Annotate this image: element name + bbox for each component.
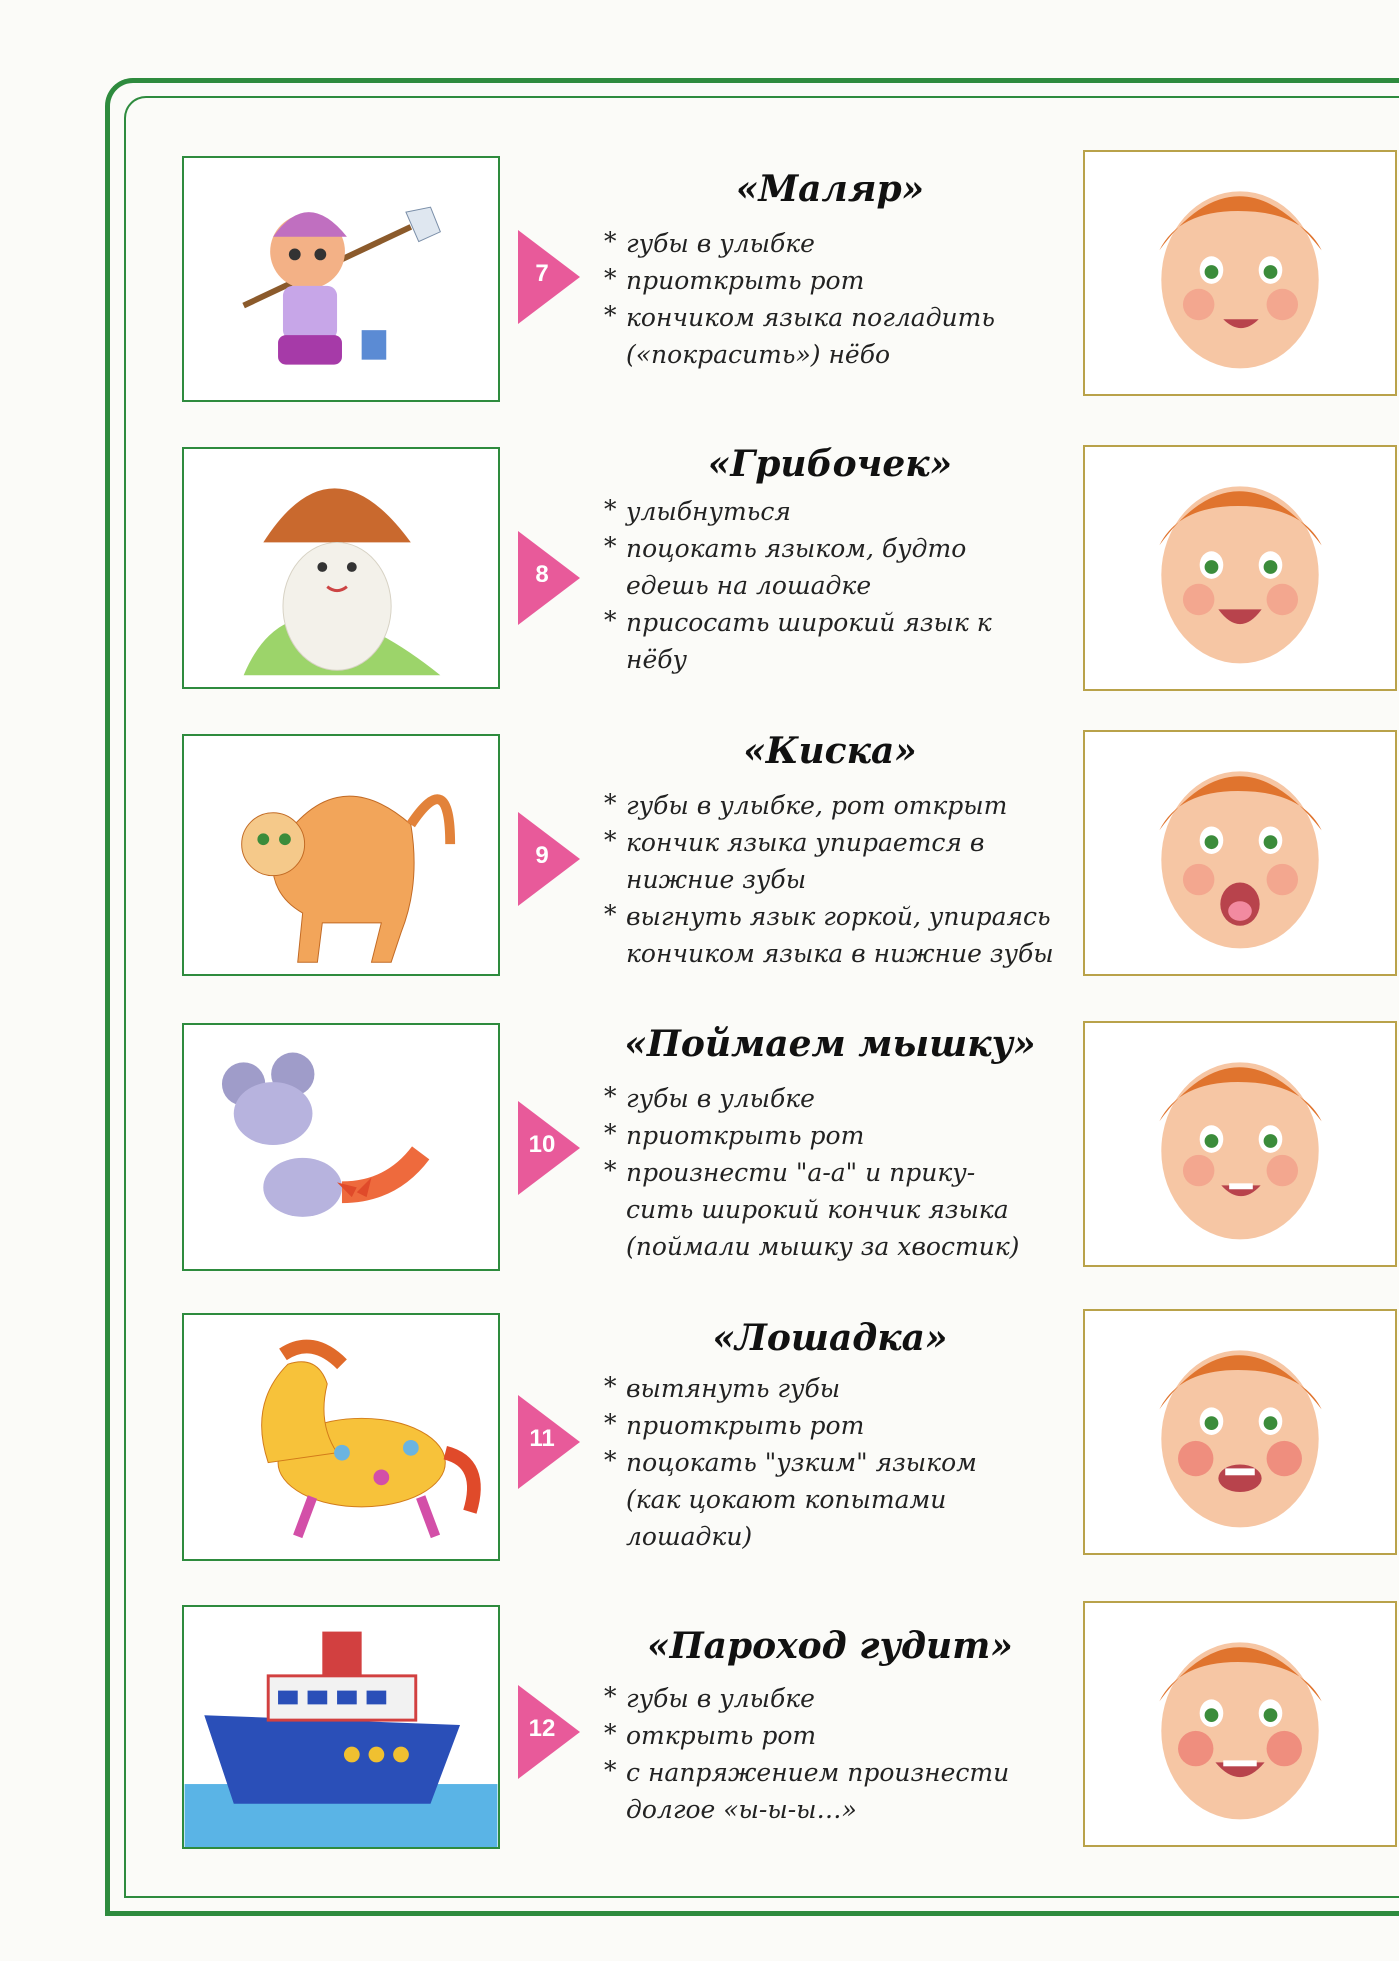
face-illustration bbox=[1083, 150, 1397, 396]
exercise-row bbox=[0, 1605, 1399, 1855]
exercise-title: «Киска» bbox=[743, 730, 917, 772]
step-item: (как цокают копытами bbox=[626, 1485, 947, 1514]
step-item: * поцокать языком, будто bbox=[600, 530, 1070, 567]
step-item: лошадки) bbox=[626, 1522, 753, 1551]
step-item: * вытянуть губы bbox=[600, 1370, 1070, 1407]
step-item: сить широкий кончик языка bbox=[626, 1195, 1009, 1224]
step-item: кончиком языка в нижние зубы bbox=[626, 939, 1054, 968]
step-item: нёбу bbox=[626, 645, 688, 674]
step-item: нижние зубы bbox=[626, 865, 807, 894]
exercise-row bbox=[0, 443, 1399, 693]
exercise-steps bbox=[600, 493, 1070, 678]
step-item: («покрасить») нёбо bbox=[626, 340, 891, 369]
exercise-number: 11 bbox=[529, 1425, 555, 1452]
step-item: * приоткрыть рот bbox=[600, 1117, 1070, 1154]
face-illustration bbox=[1083, 445, 1397, 691]
exercise-number: 10 bbox=[528, 1131, 556, 1158]
step-item: * поцокать "узким" языком bbox=[600, 1444, 1070, 1481]
exercise-number-badge bbox=[518, 1101, 580, 1195]
step-item: * открыть рот bbox=[600, 1717, 1070, 1754]
exercise-title: «Лошадка» bbox=[712, 1317, 948, 1359]
step-item: едешь на лошадке bbox=[626, 571, 872, 600]
step-item: * присосать широкий язык к bbox=[600, 604, 1070, 641]
face-illustration bbox=[1083, 1601, 1397, 1847]
step-item: * выгнуть язык горкой, упираясь bbox=[600, 898, 1070, 935]
exercise-number-badge bbox=[518, 230, 580, 324]
exercise-row bbox=[0, 150, 1399, 400]
exercise-title: «Грибочек» bbox=[707, 443, 953, 485]
face-illustration bbox=[1083, 1021, 1397, 1267]
exercise-number: 7 bbox=[535, 260, 549, 287]
exercise-steps bbox=[600, 1080, 1070, 1265]
exercise-number: 8 bbox=[535, 561, 549, 588]
exercise-number-badge bbox=[518, 1685, 580, 1779]
exercise-steps bbox=[600, 787, 1070, 972]
face-illustration bbox=[1083, 730, 1397, 976]
exercise-row bbox=[0, 1023, 1399, 1273]
exercise-number-badge bbox=[518, 812, 580, 906]
exercise-number-badge bbox=[518, 1395, 580, 1489]
step-item: * улыбнуться bbox=[600, 493, 1070, 530]
painter-boy-icon bbox=[182, 156, 500, 402]
exercise-title: «Поймаем мышку» bbox=[624, 1023, 1036, 1065]
step-item: * кончик языка упирается в bbox=[600, 824, 1070, 861]
exercise-number: 9 bbox=[535, 842, 549, 869]
exercise-number-badge bbox=[518, 531, 580, 625]
step-item: * с напряжением произнести bbox=[600, 1754, 1070, 1791]
exercise-row bbox=[0, 730, 1399, 980]
horse-icon bbox=[182, 1313, 500, 1561]
exercise-steps bbox=[600, 1680, 1070, 1828]
mouse-icon bbox=[182, 1023, 500, 1271]
step-item: * губы в улыбке, рот открыт bbox=[600, 787, 1070, 824]
step-item: * приоткрыть рот bbox=[600, 262, 1070, 299]
exercise-row bbox=[0, 1313, 1399, 1563]
exercise-steps bbox=[600, 225, 1070, 373]
steamship-icon bbox=[182, 1605, 500, 1849]
exercise-title: «Маляр» bbox=[735, 168, 925, 210]
step-item: долгое «ы-ы-ы…» bbox=[626, 1795, 857, 1824]
mushroom-icon bbox=[182, 447, 500, 689]
step-item: * губы в улыбке bbox=[600, 225, 1070, 262]
cat-icon bbox=[182, 734, 500, 976]
step-item: * приоткрыть рот bbox=[600, 1407, 1070, 1444]
exercise-title: «Пароход гудит» bbox=[647, 1625, 1013, 1667]
step-item: (поймали мышку за хвостик) bbox=[626, 1232, 1020, 1261]
exercise-steps bbox=[600, 1370, 1070, 1555]
step-item: * губы в улыбке bbox=[600, 1080, 1070, 1117]
face-illustration bbox=[1083, 1309, 1397, 1555]
step-item: * кончиком языка погладить bbox=[600, 299, 1070, 336]
step-item: * губы в улыбке bbox=[600, 1680, 1070, 1717]
step-item: * произнести "а-а" и прику- bbox=[600, 1154, 1070, 1191]
exercise-number: 12 bbox=[528, 1715, 556, 1742]
